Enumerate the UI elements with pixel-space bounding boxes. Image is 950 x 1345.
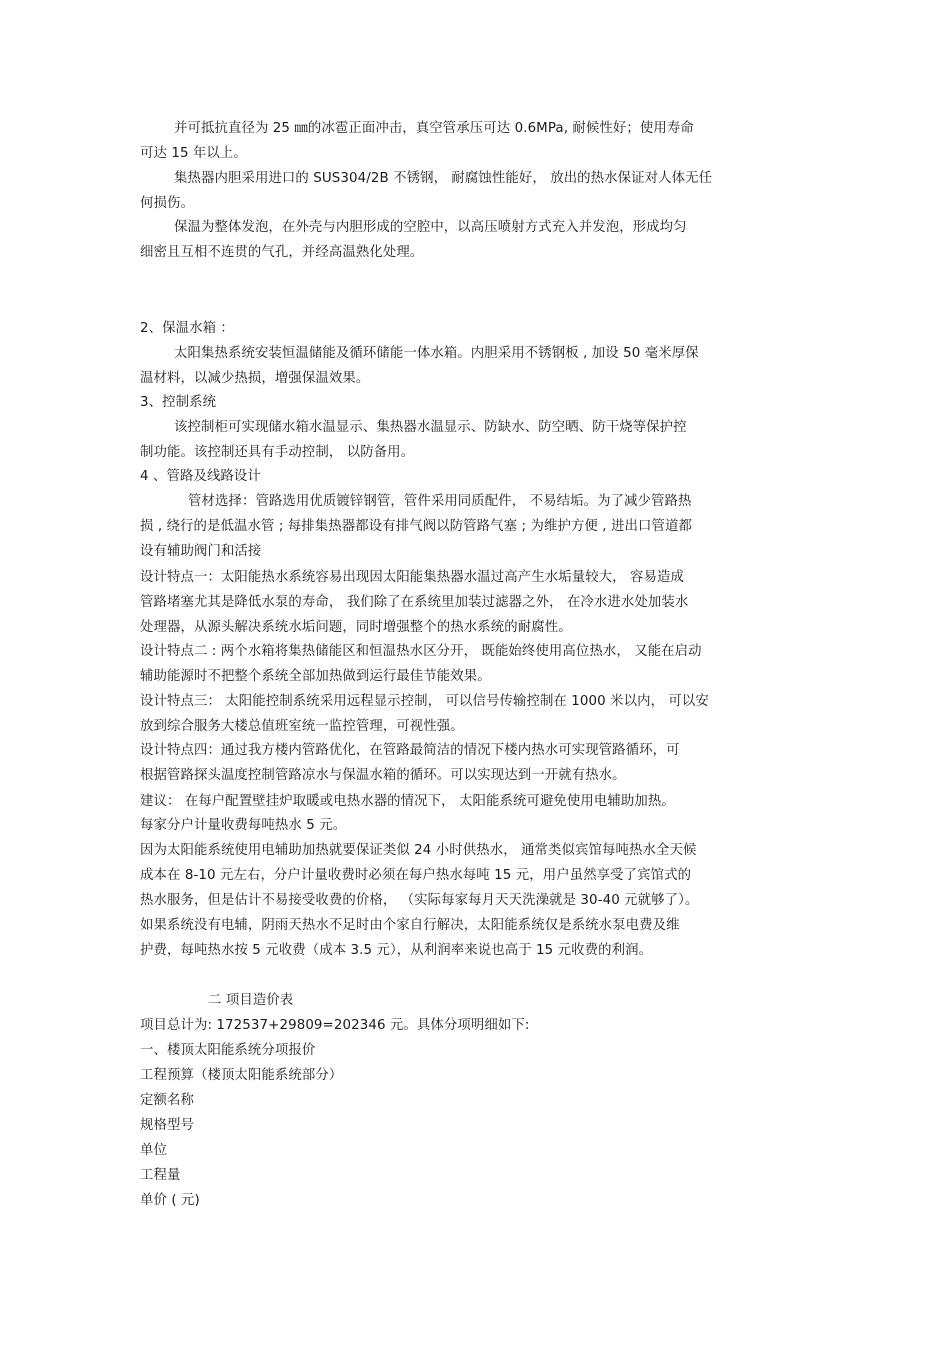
text-line: 一、楼顶太阳能系统分项报价 [140, 1043, 316, 1058]
text-line: 细密且互相不连贯的气孔，并经高温熟化处理。 [140, 245, 424, 260]
text-line: 设有辅助阀门和活接 [140, 544, 262, 559]
text-line: 项目总计为: 172537+29809=202346 元。具体分项明细如下: [140, 1018, 530, 1033]
section-heading: 3、控制系统 [140, 395, 217, 410]
text-line: 单位 [140, 1143, 167, 1158]
text-line: 制功能。该控制还具有手动控制， 以防备用。 [140, 445, 415, 460]
text-line: 如果系统没有电辅，阴雨天热水不足时由个家自行解决，太阳能系统仅是系统水泵电费及维 [140, 918, 680, 933]
text-line: 每家分户计量收费每吨热水 5 元。 [140, 818, 347, 833]
text-line: 管路堵塞尤其是降低水泵的寿命， 我们除了在系统里加装过滤器之外， 在冷水进水处加装水 [140, 595, 689, 610]
text-line: 管材选择：管路选用优质镀锌钢管，管件采用同质配件， 不易结垢。为了减少管路热 [188, 494, 692, 509]
text-line: 规格型号 [140, 1118, 194, 1133]
text-line: 设计特点四：通过我方楼内管路优化，在管路最简洁的情况下楼内热水可实现管路循环，可 [140, 743, 680, 758]
section-heading: 二 项目造价表 [208, 993, 294, 1008]
text-line: 并可抵抗直径为 25 ㎜的冰雹正面冲击，真空管承压可达 0.6MPa, 耐候性好；使用寿命 [174, 121, 694, 136]
text-line: 处理器，从源头解决系统水垢问题，同时增强整个的热水系统的耐腐性。 [140, 620, 572, 635]
text-line: 损 , 绕行的是低温水管 ; 每排集热器都设有排气阀以防管路气塞 ; 为维护方便 , 进出口管道都 [140, 519, 692, 534]
text-line: 集热器内胆采用进口的 SUS304/2B 不锈钢， 耐腐蚀性能好， 放出的热水保证对人体无任 [174, 171, 713, 186]
text-line: 工程量 [140, 1168, 181, 1183]
text-line: 太阳集热系统安装恒温储能及循环储能一体水箱。内胆采用不锈钢板 , 加设 50 毫米厚保 [174, 346, 699, 361]
text-line: 温材料，以减少热损，增强保温效果。 [140, 371, 370, 386]
text-line: 何损伤。 [140, 196, 194, 211]
text-line: 该控制柜可实现储水箱水温显示、集热器水温显示、防缺水、防空晒、防干烧等保护控 [174, 420, 687, 435]
text-line: 热水服务，但是估计不易接受收费的价格， （实际每家每月天天洗澡就是 30-40 元就够了）。 [140, 893, 699, 908]
text-line: 单价 ( 元) [140, 1193, 200, 1208]
text-line: 工程预算（楼顶太阳能系统部分） [140, 1068, 343, 1083]
text-line: 辅助能源时不把整个系统全部加热做到运行最佳节能效果。 [140, 669, 491, 684]
text-line: 定额名称 [140, 1093, 194, 1108]
text-line: 设计特点二 : 两个水箱将集热储能区和恒温热水区分开， 既能始终使用高位热水， 又能在启动 [140, 644, 702, 659]
text-line: 根据管路探头温度控制管路凉水与保温水箱的循环。可以实现达到一开就有热水。 [140, 768, 626, 783]
text-line: 放到综合服务大楼总值班室统一监控管理，可视性强。 [140, 719, 464, 734]
text-line: 成本在 8-10 元左右，分户计量收费时必须在每户热水每吨 15 元，用户虽然享受了宾馆式的 [140, 868, 692, 883]
text-line: 保温为整体发泡，在外壳与内胆形成的空腔中，以高压喷射方式充入并发泡，形成均匀 [174, 220, 687, 235]
text-line: 护费，每吨热水按 5 元收费（成本 3.5 元），从利润率来说也高于 15 元收费的利润。 [140, 943, 653, 958]
text-line: 建议： 在每户配置壁挂炉取暖或电热水器的情况下， 太阳能系统可避免使用电辅助加热。 [140, 794, 675, 809]
text-line: 因为太阳能系统使用电辅助加热就要保证类似 24 小时供热水， 通常类似宾馆每吨热水全天候 [140, 843, 697, 858]
section-heading: 4 、管路及线路设计 [140, 469, 261, 484]
section-heading: 2、保温水箱 ： [140, 321, 234, 336]
text-line: 设计特点三： 太阳能控制系统采用远程显示控制， 可以信号传输控制在 1000 米以内， 可以安 [140, 694, 709, 709]
text-line: 设计特点一：太阳能热水系统容易出现因太阳能集热器水温过高产生水垢量较大， 容易造成 [140, 570, 684, 585]
text-line: 可达 15 年以上。 [140, 146, 247, 161]
